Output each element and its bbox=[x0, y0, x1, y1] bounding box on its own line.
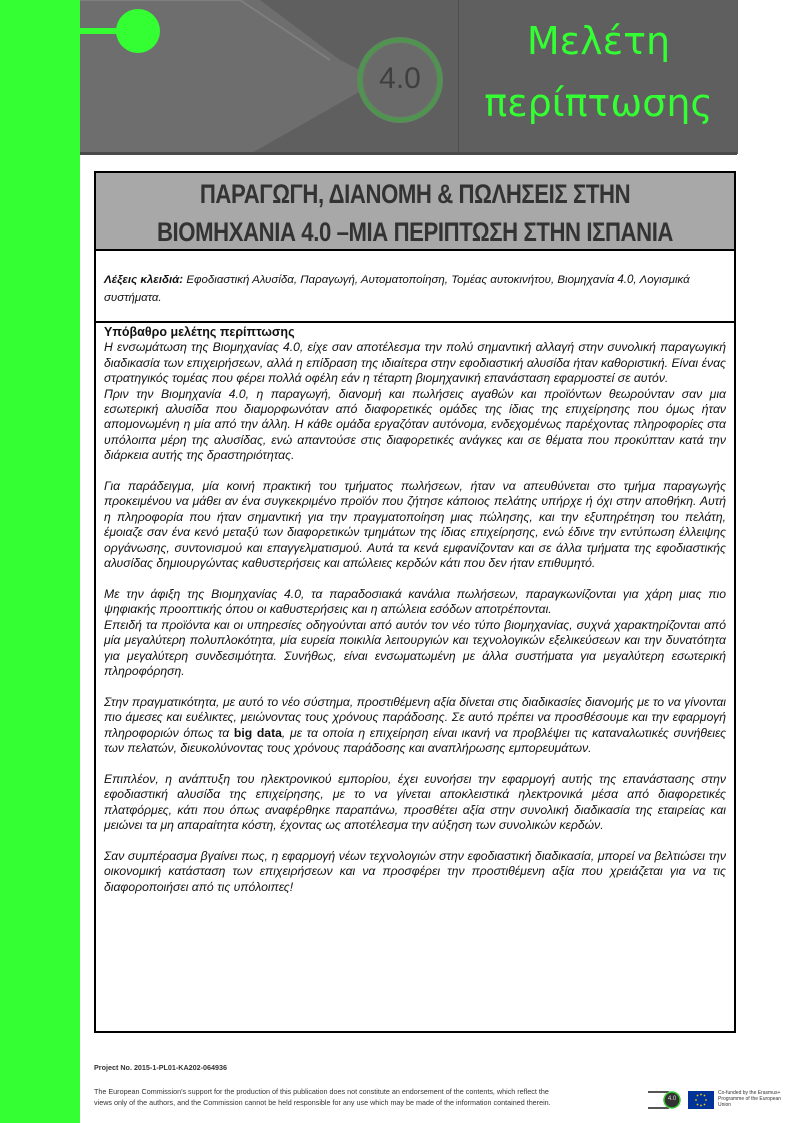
green-dot-icon bbox=[116, 9, 160, 53]
paragraph-7: Επιπλέον, η ανάπτυξη του ηλεκτρονικού εμπορίου, έχει ευνοήσει την εφαρμογή αυτής της επανάστασης στην εφοδιαστική αλυσίδα της επιχείρησης, με το να γίνεται αποκλειστικά ηλεκτρονικά μέσα από διαφορετικές πλατφόρμες, κάτι που όπως αναφέρθηκε παραπάνω, προσθέτει αξία στην συνολική διαδικασία της εταιρείας και μειώνει τα μη απαραίτητα κόστη, έχοντας ως αποτέλεσμα την αύξηση των συνολικών κερδών. bbox=[104, 771, 726, 832]
paragraph-1: Η ενσωμάτωση της Βιομηχανίας 4.0, είχε σαν αποτέλεσμα την πολύ σημαντική αλλαγή στην συνολική παραγωγική διαδικασία των επιχειρήσεων, αλλά η επίδραση της ιδιαίτερα στην εφοδιαστική αλυσίδα ήταν καθοριστική. Είναι ένας στρατηγικός τομέας που φέρει πολλά οφέλη εάν η τέταρτη βιομηχανική επανάσταση εφαρμοστεί σε αυτόν. bbox=[104, 340, 726, 386]
section-heading: Υπόβαθρο μελέτης περίπτωσης bbox=[104, 325, 295, 339]
paragraph-3: Για παράδειγμα, μία κοινή πρακτική του τμήματος πωλήσεων, ήταν να απευθύνεται στο τμήμα παραγωγής προκειμένου να μάθει αν ένα συγκεκριμένο προϊόν που ζήτησε κάποιος πελάτης υπήρχε ή όχι στην αποθήκη. Αυτή η πληροφορία που ήταν σημαντική για την πραγματοποίηση μιας πώλησης, και την εξυπηρέτηση του πελάτη, έμοιαζε σαν ένα κενό μεταξύ των διαφορετικών τμημάτων της ίδιας επιχείρησης, ενώ έδινε την εντύπωση έλλειψης οργάνωσης, συντονισμού και επαγγελματισμού. Αυτά τα κενά εμφανίζονταν και σε άλλα τμήματα της εφοδιαστικής αλυσίδας δημιουργώντας καθυστερήσεις και απώλειες κερδών κάτι που δεν ήταν επιθυμητό. bbox=[104, 479, 726, 571]
paragraph-2: Πριν την Βιομηχανία 4.0, η παραγωγή, διανομή και πωλήσεις αγαθών και προϊόντων θεωρούνταν σαν μια εσωτερική αλυσίδα που διαμορφωνόταν από διαφορετικές ομάδες της ίδιας της επιχείρησης που όμως ήταν απομονωμένη η μία από την άλλη. Η κάθε ομάδα εργαζόταν αυτόνομα, ενδεχομένως παρέχοντας πληροφορίες στα υπόλοιπα μέρη της αλυσίδας, ενώ απαντούσε στις διαφορετικές ανάγκες και σε θέματα που προκύπταν κατά την διάρκεια αυτής της δραστηριότητας. bbox=[104, 386, 726, 463]
page-header bbox=[80, 0, 737, 154]
footer-logos bbox=[646, 1088, 786, 1112]
paragraph-5: Επειδή τα προϊόντα και οι υπηρεσίες οδηγούνται από αυτόν τον νέο τύπο βιομηχανίας, συχνά χαρακτηρίζονται από μία μεγαλύτερη πολυπλοκότητα, μία ευρεία ποικιλία λειτουργιών και τεχνολογικών εξελικεύσεων και την δυνατότητα για μεγαλύτερη συνδεσιμότητα. Συνήθως, είναι ενσωματωμένη με άλλα συστήματα για μεγαλύτερη εσωτερική πληροφόρηση. bbox=[104, 617, 726, 678]
header-title-panel bbox=[458, 0, 738, 154]
paragraph-8: Σαν συμπέρασμα βγαίνει πως, η εφαρμογή νέων τεχνολογιών στην εφοδιαστική διαδικασία, μπορεί να βελτιώσει την οικονομική κατάσταση των επιχειρήσεων και να προσφέρει την προστιθέμενη αξία που χρειάζεται για να τις διαφοροποιήσει από τις υπόλοιπες! bbox=[104, 848, 726, 894]
paragraph-4: Με την άφιξη της Βιομηχανίας 4.0, τα παραδοσιακά κανάλια πωλήσεων, παραγκωνίζονται για χάρη μιας πιο ψηφιακής προοπτικής όπου οι καθυστερήσεις και η απώλεια εσόδων αποτρέπονται. bbox=[104, 586, 726, 617]
paragraph-6-text-a: Στην πραγματικότητα, με αυτό το νέο σύστημα, προστιθέμενη αξία δίνεται στις διαδικασίες διανομής με το να γίνονται πιο άμεσες και ευέλικτες, μειώνοντας τους χρόνους παράδοσης. Σε αυτό πρέπει να προσθέσουμε και την εφαρμογή πληροφοριών όπως τα bbox=[104, 694, 726, 740]
badge-4-0: 4.0 bbox=[379, 62, 421, 95]
eu-disclaimer: The European Commission's support for the production of this publication does not constitute an endorsement of the contents, which reflect the views only of the authors, and the Commission cannot be held responsible for any use which may be made of the information contained therein. bbox=[94, 1086, 551, 1107]
side-accent-strip bbox=[0, 0, 80, 1123]
keywords-text: Εφοδιαστική Αλυσίδα, Παραγωγή, Αυτοματοποίηση, Τομέας αυτοκινήτου, Βιομηχανία 4.0, Λογισμικά συστήματα. bbox=[104, 274, 690, 304]
title-line-2: περίπτωσης bbox=[484, 81, 713, 125]
case-body-box bbox=[94, 321, 736, 1033]
title-line-1: Μελέτη bbox=[526, 19, 671, 63]
eu-flag-icon bbox=[688, 1091, 714, 1109]
case-title-box bbox=[94, 171, 736, 251]
paragraph-6-text-b: , με τα οποία η επιχείρηση είναι ικανή να προβλέψει τις καταναλωτικές συνήθειες των πελατών, διευκολύνοντας τους χρόνους παράδοσης και αναπλήρωσης εμπορευμάτων. bbox=[104, 725, 726, 755]
document-type-title bbox=[459, 10, 738, 134]
project-number: Project No. 2015-1-PL01-KA202-064936 bbox=[94, 1063, 228, 1072]
paragraph-6 bbox=[104, 695, 726, 757]
header-graphic bbox=[80, 0, 458, 154]
page-footer bbox=[94, 1062, 734, 1109]
keywords-box bbox=[94, 249, 736, 323]
eu-programme-text: Co-funded by the Erasmus+ Programme of the European Union bbox=[718, 1090, 782, 1108]
big-data-term: big data bbox=[233, 725, 282, 740]
case-title-line-1: ΠΑΡΑΓΩΓΗ, ΔΙΑΝΟΜΗ & ΠΩΛΗΣΕΙΣ ΣΤΗΝ bbox=[199, 179, 631, 209]
see-badge: 4.0 bbox=[667, 1096, 677, 1102]
keywords-label: Λέξεις κλειδιά: bbox=[104, 274, 184, 286]
header-divider bbox=[80, 152, 737, 155]
case-title-line-2: ΒΙΟΜΗΧΑΝΙΑ 4.0 –ΜΙΑ ΠΕΡΙΠΤΩΣΗ ΣΤΗΝ ΙΣΠΑΝΙΑ bbox=[156, 217, 674, 247]
